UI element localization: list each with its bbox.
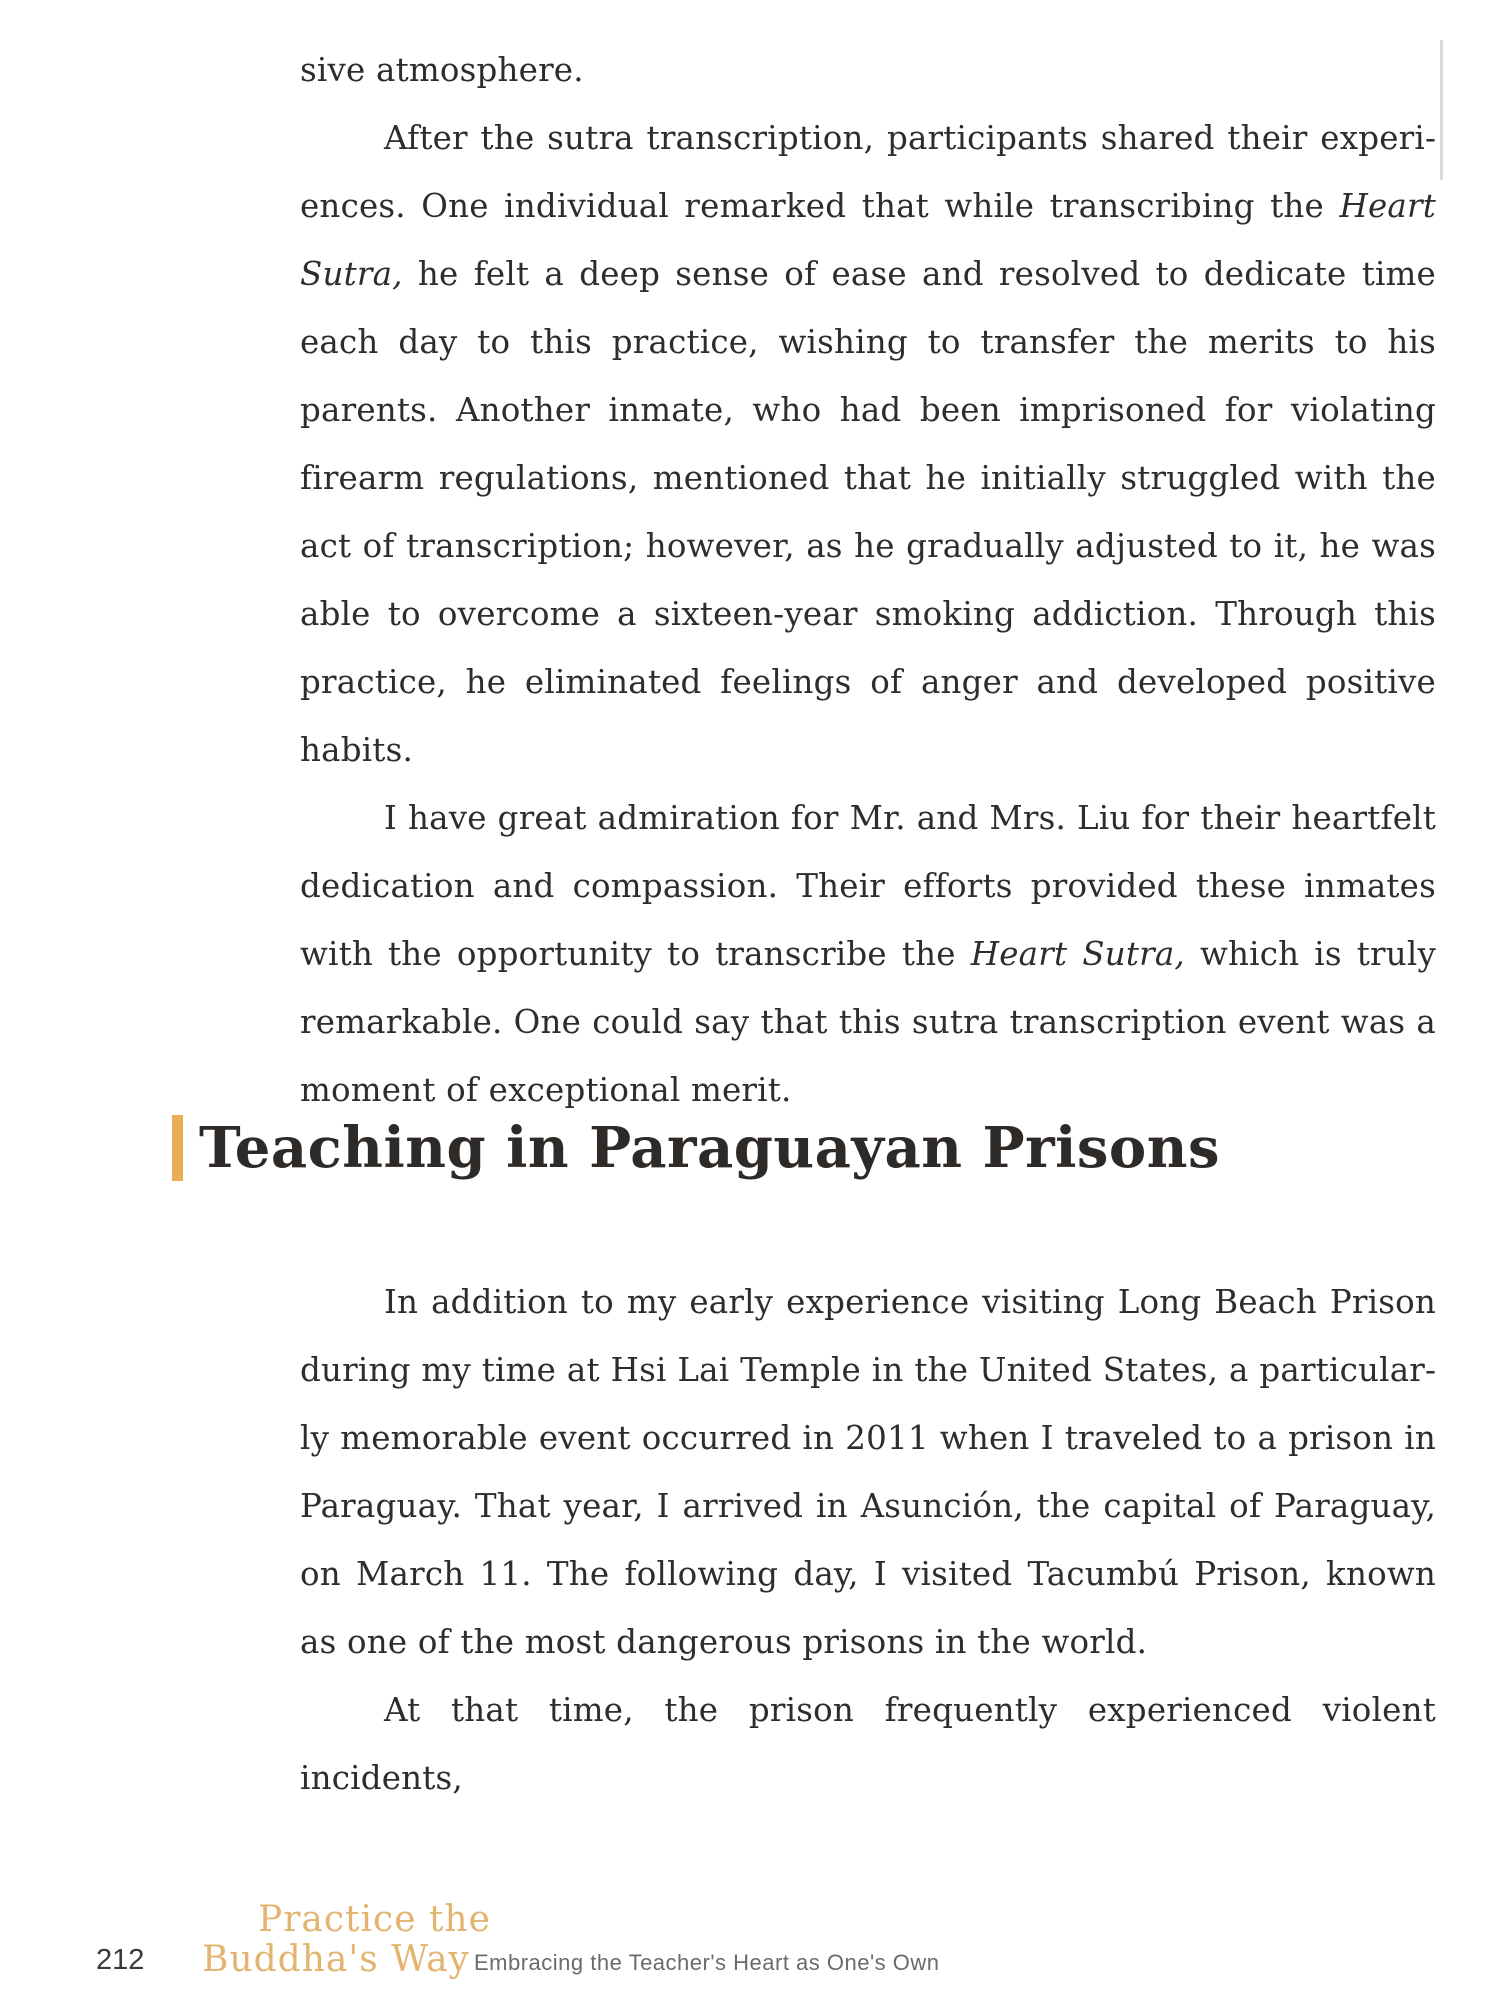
italic-title-text: Heart Sutra, xyxy=(970,935,1185,973)
italic-title-text: Heart Sutra, xyxy=(300,187,1436,293)
page-edge-shadow xyxy=(1440,40,1443,180)
paragraph xyxy=(300,784,1436,1124)
paragraph xyxy=(300,1268,1436,1676)
section-heading-text: Teaching in Paraguayan Prisons xyxy=(199,1115,1220,1181)
top-text-section xyxy=(300,36,1436,1124)
paragraph xyxy=(300,104,1436,784)
book-title-line1: Practice the xyxy=(258,1899,491,1940)
body-text: which is truly remarkable. One could say that this sutra transcription event was a moment of exceptional merit. xyxy=(300,935,1436,1109)
bottom-text-section xyxy=(300,1268,1436,1812)
body-text: After the sutra transcription, participants shared their experiences. One individual remarked that while transcribing the xyxy=(300,119,1436,225)
page-footer xyxy=(96,1900,1096,1980)
paragraph xyxy=(300,36,1436,104)
paragraph xyxy=(300,1676,1436,1812)
book-title xyxy=(202,1900,491,1980)
section-heading xyxy=(172,1108,1220,1188)
book-title-line2: Buddha's Way xyxy=(202,1939,470,1980)
body-text: he felt a deep sense of ease and resolved to dedicate time each day to this practice, wishing to transfer the merits to his parents. Another inmate, who had been imprisoned for violating firearm regulations, mentioned that he initially struggled with the act of transcription; however, as he gradually adjusted to it, he was able to overcome a sixteen-year smoking addiction. Through this practice, he eliminated feelings of anger and developed positive habits. xyxy=(300,255,1436,769)
body-text: In addition to my early experience visiting Long Beach Prison during my time at Hsi Lai Temple in the United States, a particularly memorable event occurred in 2011 when I traveled to a prison in Paraguay. That year, I arrived in Asunción, the capital of Paraguay, on March 11. The following day, I visited Tacumbú Prison, known as one of the most dangerous prisons in the world. xyxy=(300,1283,1436,1661)
heading-accent-bar xyxy=(172,1115,183,1181)
body-text: I have great admiration for Mr. and Mrs. Liu for their heartfelt dedication and compassion. Their efforts provided these inmates with the opportunity to transcribe the xyxy=(300,799,1436,973)
page-number: 212 xyxy=(96,1944,145,1976)
book-subtitle: Embracing the Teacher's Heart as One's Own xyxy=(474,1950,940,1975)
body-text: At that time, the prison frequently experienced violent incidents, xyxy=(300,1691,1436,1797)
body-text: sive atmosphere. xyxy=(300,51,584,89)
